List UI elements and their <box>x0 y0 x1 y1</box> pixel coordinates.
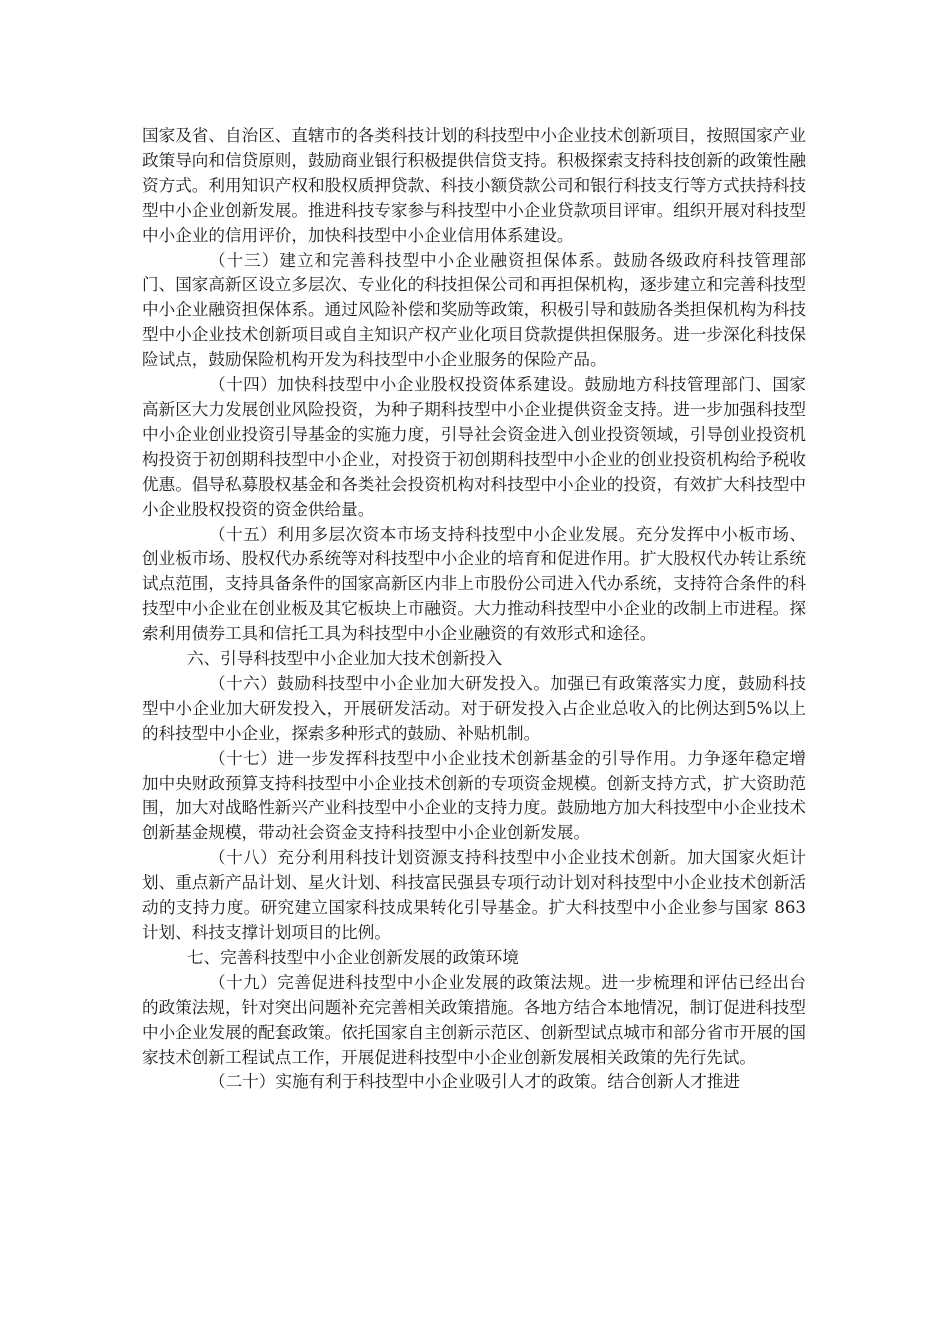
section-heading-7: 七、完善科技型中小企业创新发展的政策环境 <box>187 947 519 967</box>
paragraph-item-20: （二十）实施有利于科技型中小企业吸引人才的政策。结合创新人才推进 <box>209 1072 740 1092</box>
section-heading-6: 六、引导科技型中小企业加大技术创新投入 <box>187 649 503 669</box>
paragraph-loan-support: 国家及省、自治区、直辖市的各类科技计划的科技型中小企业技术创新项目，按照国家产业政策导向和信贷原则，鼓励商业银行积极提供信贷支持。积极探索支持科技创新的政策性融资方式。利用知识产权和股权质押贷款、科技小额贷款公司和银行科技支行等方式扶持科技型中小企业创新发展。推进科技专家参与科技型中小企业贷款项目评审。组织开展对科技型中小企业的信用评价，加快科技型中小企业信用体系建设。 <box>142 126 806 245</box>
paragraph-item-17: （十七）进一步发挥科技型中小企业技术创新基金的引导作用。力争逐年稳定增加中央财政预算支持科技型中小企业技术创新的专项资金规模。创新支持方式，扩大资助范围，加大对战略性新兴产业科技型中小企业的支持力度。鼓励地方加大科技型中小企业技术创新基金规模，带动社会资金支持科技型中小企业创新发展。 <box>142 748 806 843</box>
paragraph-item-18: （十八）充分利用科技计划资源支持科技型中小企业技术创新。加大国家火炬计划、重点新产品计划、星火计划、科技富民强县专项行动计划对科技型中小企业技术创新活动的支持力度。研究建立国家科技成果转化引导基金。扩大科技型中小企业参与国家 863 计划、科技支撑计划项目的比例。 <box>142 848 806 942</box>
paragraph-item-15: （十五）利用多层次资本市场支持科技型中小企业发展。充分发挥中小板市场、创业板市场、股权代办系统等对科技型中小企业的培育和促进作用。扩大股权代办转让系统试点范围，支持具备条件的国家高新区内非上市股份公司进入代办系统，支持符合条件的科技型中小企业在创业板及其它板块上市融资。大力推动科技型中小企业的改制上市进程。探索利用债券工具和信托工具为科技型中小企业融资的有效形式和途径。 <box>142 524 806 644</box>
paragraph-item-13: （十三）建立和完善科技型中小企业融资担保体系。鼓励各级政府科技管理部门、国家高新区设立多层次、专业化的科技担保公司和再担保机构，逐步建立和完善科技型中小企业融资担保体系。通过风险补偿和奖励等政策，积极引导和鼓励各类担保机构为科技型中小企业技术创新项目或自主知识产权产业化项目贷款提供担保服务。进一步深化科技保险试点，鼓励保险机构开发为科技型中小企业服务的保险产品。 <box>142 250 806 370</box>
paragraph-item-16: （十六）鼓励科技型中小企业加大研发投入。加强已有政策落实力度，鼓励科技型中小企业加大研发投入，开展研发活动。对于研发投入占企业总收入的比例达到5%以上的科技型中小企业，探索多种形式的鼓励、补贴机制。 <box>142 673 806 743</box>
paragraph-item-19: （十九）完善促进科技型中小企业发展的政策法规。进一步梳理和评估已经出台的政策法规，针对突出问题补充完善相关政策措施。各地方结合本地情况，制订促进科技型中小企业发展的配套政策。依托国家自主创新示范区、创新型试点城市和部分省市开展的国家技术创新工程试点工作，开展促进科技型中小企业创新发展相关政策的先行先试。 <box>142 972 806 1067</box>
document-page <box>142 124 806 1095</box>
paragraph-item-14: （十四）加快科技型中小企业股权投资体系建设。鼓励地方科技管理部门、国家高新区大力发展创业风险投资，为种子期科技型中小企业提供资金支持。进一步加强科技型中小企业创业投资引导基金的实施力度，引导社会资金进入创业投资领域，引导创业投资机构投资于初创期科技型中小企业，对投资于初创期科技型中小企业的创业投资机构给予税收优惠。倡导私募股权基金和各类社会投资机构对科技型中小企业的投资，有效扩大科技型中小企业股权投资的资金供给量。 <box>142 375 806 519</box>
